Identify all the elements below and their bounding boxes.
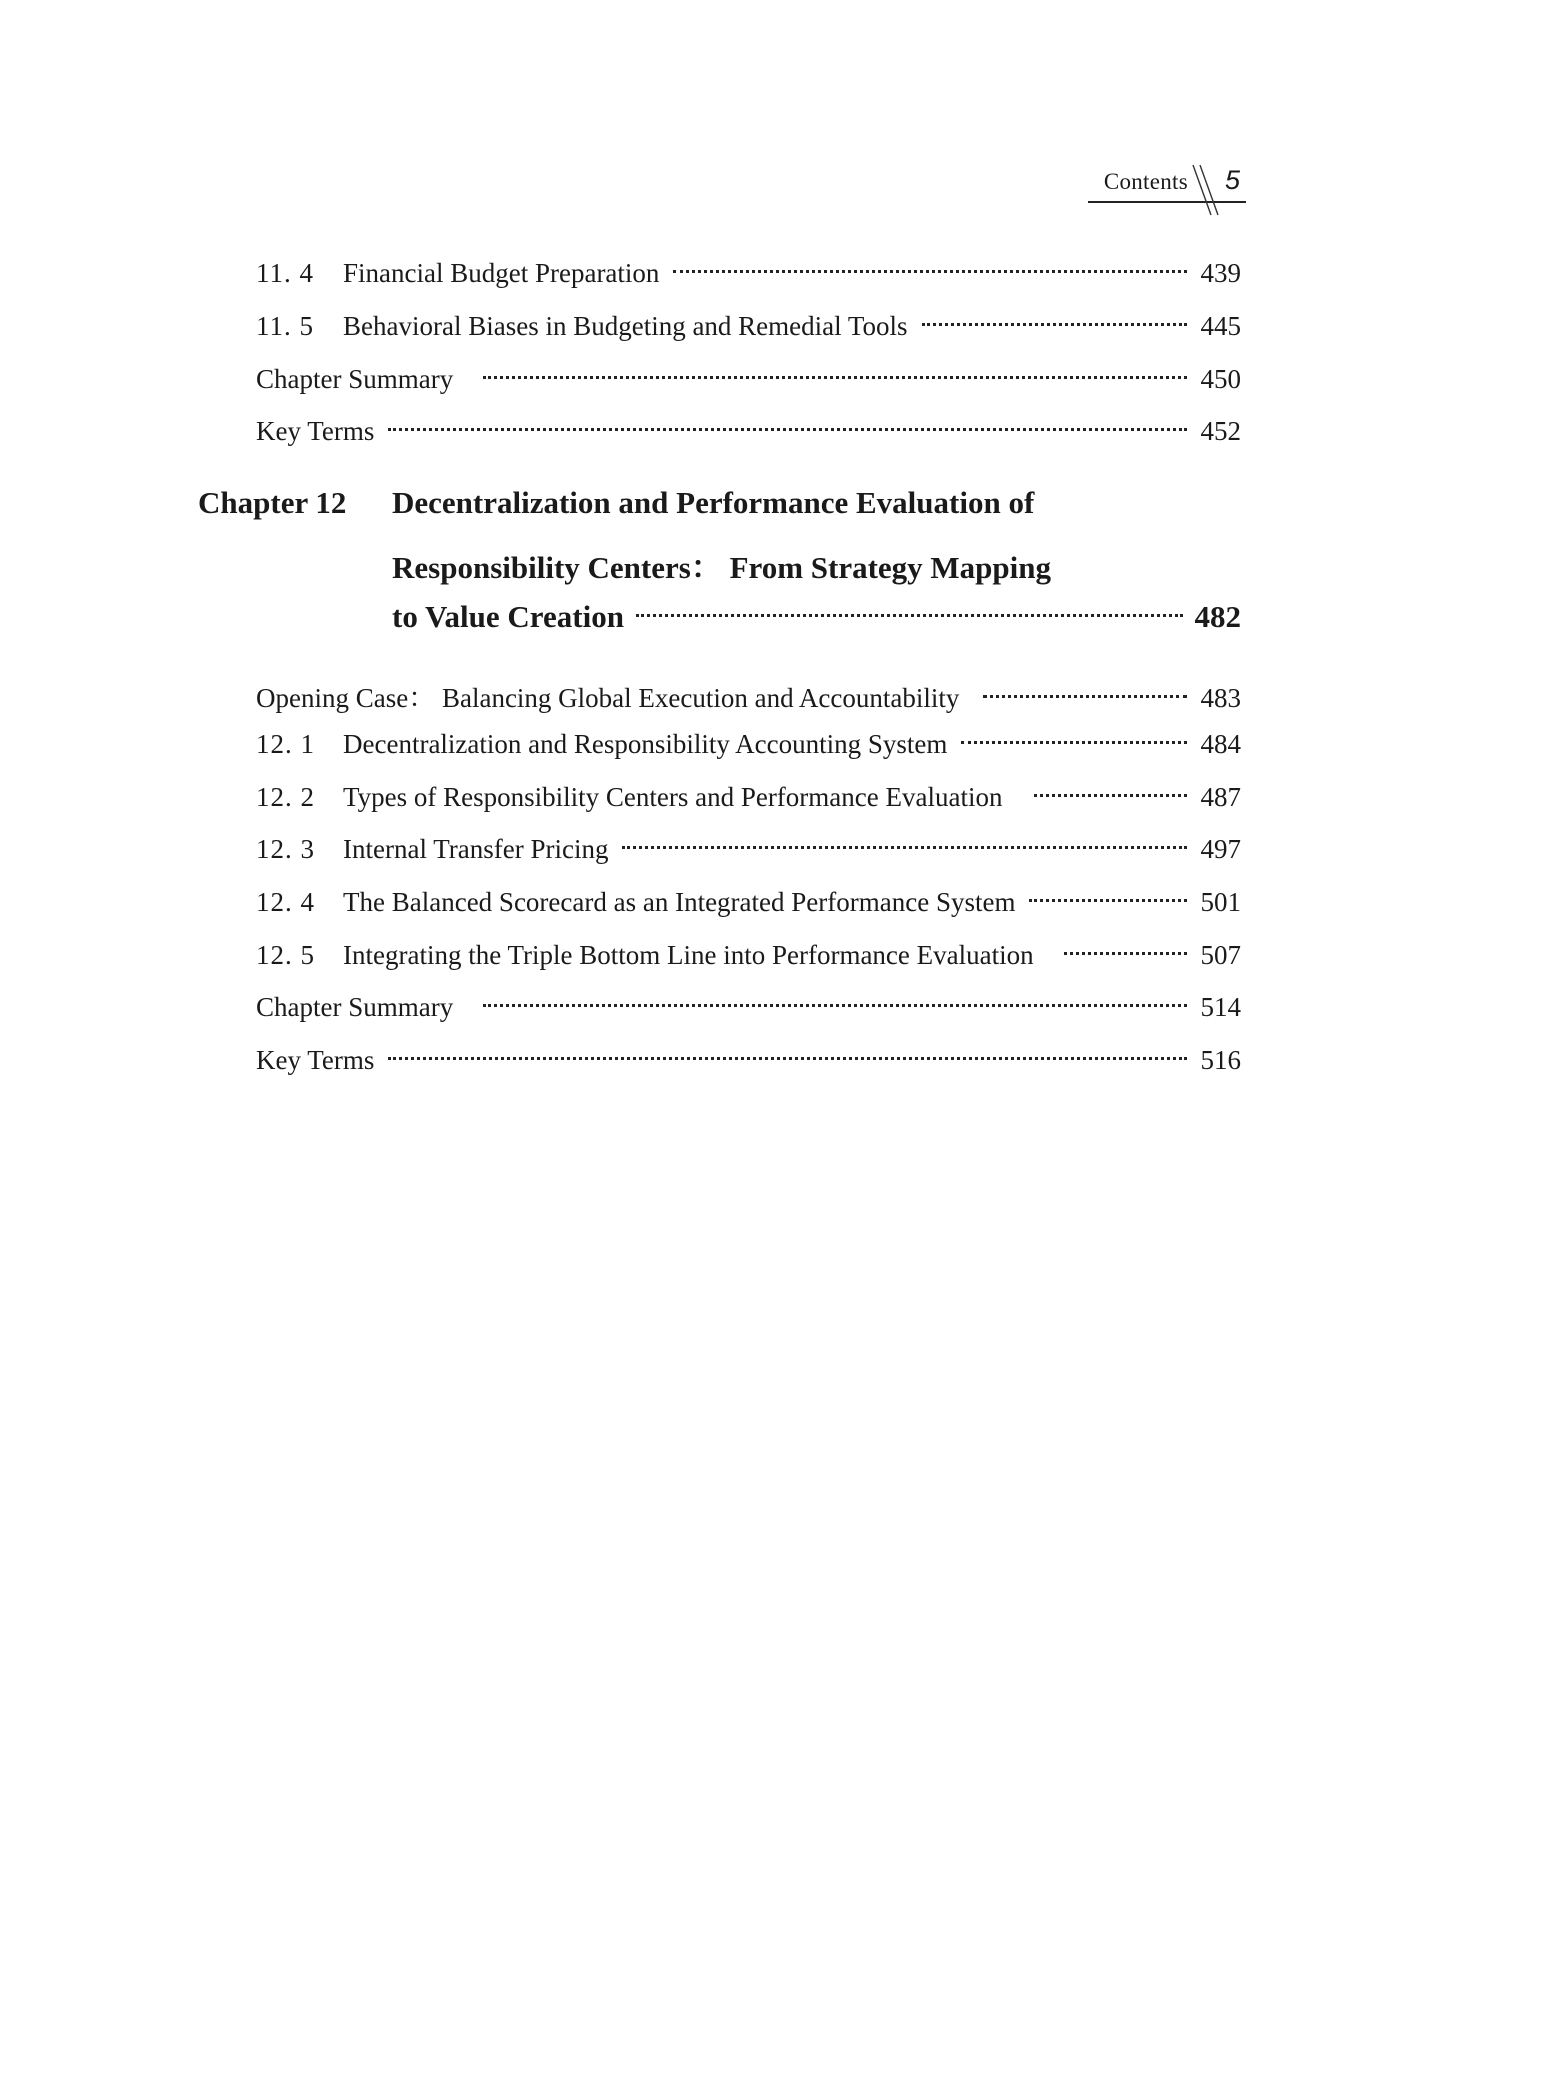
toc-entry-number: 12. 4	[256, 887, 315, 917]
dot-leader	[388, 428, 1187, 431]
toc-entry-number: 11. 4	[256, 258, 314, 288]
toc-entry-title: Key Terms	[256, 1045, 375, 1075]
toc-entry-page: 507	[1200, 940, 1241, 970]
toc-entry-number: 12. 5	[256, 940, 315, 970]
toc-entry-title: The Balanced Scorecard as an Integrated Performance System	[343, 887, 1016, 917]
dot-leader	[961, 741, 1187, 744]
chapter-label: Chapter 12	[198, 485, 347, 520]
toc-entry[interactable]	[256, 416, 1241, 456]
toc-entry-page: 452	[1200, 416, 1241, 446]
toc-entry-title: Financial Budget Preparation	[343, 258, 660, 288]
toc-entry[interactable]	[256, 258, 1241, 298]
running-head-label: Contents	[1103, 169, 1188, 194]
toc-entry-number: 12. 3	[256, 834, 315, 864]
toc-entry[interactable]	[256, 1045, 1241, 1085]
dot-leader	[1029, 899, 1187, 902]
toc-entry-title: Key Terms	[256, 416, 375, 446]
toc-entry-title: Internal Transfer Pricing	[343, 834, 609, 864]
toc-entry-page: 487	[1200, 782, 1241, 812]
toc-entry-page: 501	[1200, 887, 1241, 917]
toc-entry-page: 516	[1200, 1045, 1241, 1075]
toc-entry-title: Types of Responsibility Centers and Performance Evaluation	[343, 782, 1003, 812]
toc-entry-title: Chapter Summary	[256, 364, 454, 394]
toc-entry-page: 445	[1200, 311, 1241, 341]
toc-entry[interactable]	[256, 676, 1241, 716]
dot-leader	[1064, 952, 1187, 955]
chapter-title-line: to Value Creation	[392, 599, 624, 634]
toc-entry-number: 12. 2	[256, 782, 315, 812]
dot-leader	[1034, 794, 1187, 797]
toc-entry-number: 11. 5	[256, 311, 314, 341]
chapter-page: 482	[1194, 599, 1241, 634]
toc-entry[interactable]	[256, 992, 1241, 1032]
toc-entry-title: Integrating the Triple Bottom Line into Performance Evaluation	[343, 940, 1034, 970]
toc-entry[interactable]	[256, 364, 1241, 404]
dot-leader	[483, 376, 1187, 379]
dot-leader	[922, 323, 1187, 326]
toc-entry-page: 514	[1200, 992, 1241, 1022]
double-slash-ornament	[1191, 165, 1221, 217]
toc-entry[interactable]	[256, 887, 1241, 927]
toc-entry[interactable]	[256, 729, 1241, 769]
toc-entry-title: Behavioral Biases in Budgeting and Remedial Tools	[343, 311, 908, 341]
chapter-title-line: Responsibility Centers： From Strategy Mapping	[392, 550, 1052, 585]
toc-entry[interactable]	[256, 782, 1241, 822]
chapter-title-last-line	[392, 599, 1241, 635]
toc-entry[interactable]	[256, 834, 1241, 874]
running-head-page-number: 5	[1224, 165, 1240, 195]
dot-leader	[622, 846, 1187, 849]
toc-entry-title: Decentralization and Responsibility Accounting System	[343, 729, 948, 759]
toc-entry[interactable]	[256, 940, 1241, 980]
dot-leader	[673, 270, 1187, 273]
chapter-title-line: Decentralization and Performance Evaluation of	[392, 485, 1035, 520]
toc-entry-title: Chapter Summary	[256, 992, 454, 1022]
dot-leader	[983, 695, 1187, 698]
toc-entry-page: 497	[1200, 834, 1241, 864]
toc-entry-page: 450	[1200, 364, 1241, 394]
toc-entry-page: 439	[1200, 258, 1241, 288]
dot-leader	[388, 1057, 1187, 1060]
dot-leader	[483, 1004, 1187, 1007]
toc-entry-title: Opening Case： Balancing Global Execution and Accountability	[256, 683, 960, 713]
toc-entry-page: 484	[1200, 729, 1241, 759]
toc-entry-page: 483	[1200, 683, 1241, 713]
toc-entry-number: 12. 1	[256, 729, 315, 759]
dot-leader	[636, 614, 1183, 617]
toc-entry[interactable]	[256, 311, 1241, 351]
running-head	[1088, 165, 1246, 203]
